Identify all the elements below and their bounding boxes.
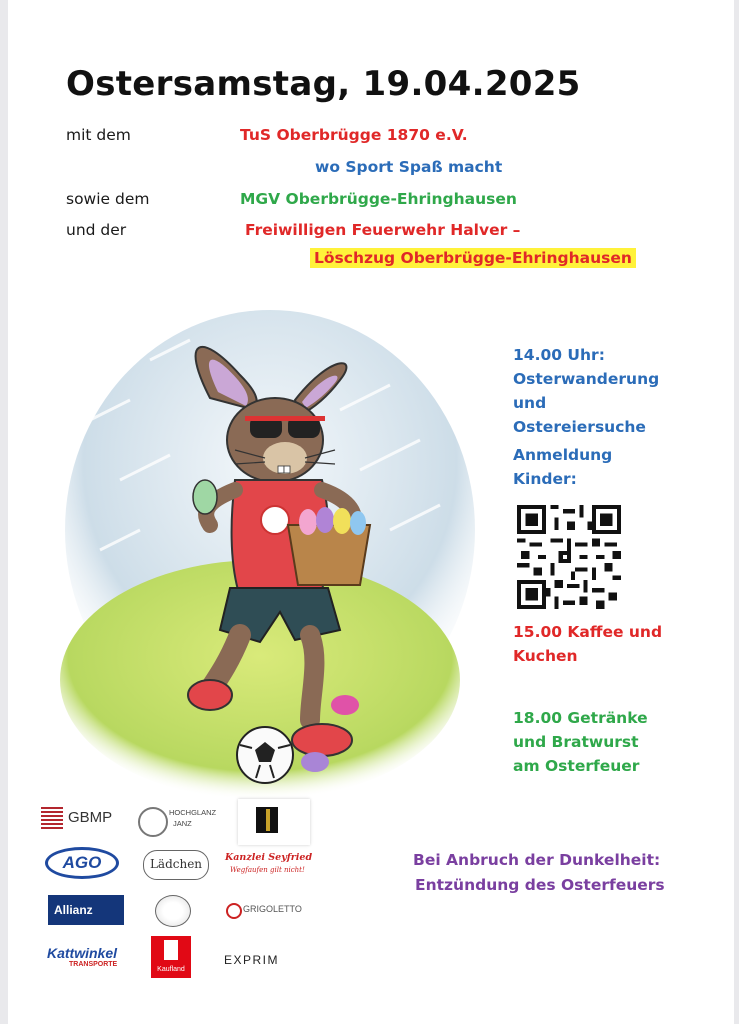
fire-line1: Bei Anbruch der Dunkelheit: (413, 851, 661, 869)
fire-line2: Entzündung des Osterfeuers (415, 876, 665, 894)
sponsor-cow-logo (155, 895, 191, 927)
registration-line1: Anmeldung (513, 446, 613, 464)
event-walk (513, 343, 659, 439)
kattwinkel-label: Kattwinkel (47, 945, 118, 961)
sponsor-m-logo (238, 799, 310, 845)
kattwinkel-sub: TRANSPORTE (69, 961, 118, 968)
mit-label: mit dem (66, 126, 131, 144)
sponsor-ago (45, 847, 119, 879)
laedchen-label: Lädchen (149, 857, 203, 871)
event-bonfire (513, 706, 648, 778)
sponsor-allianz (48, 895, 124, 925)
event-walk-line2: Osterwanderung (513, 370, 660, 388)
easter-bunny-illustration (60, 300, 490, 800)
gbmp-logo-icon (41, 807, 63, 831)
kaufland-label: Kaufland (157, 966, 185, 973)
event-coffee-line1: 15.00 Kaffee und (513, 623, 663, 641)
event-bonfire-line2: und Bratwurst (513, 733, 639, 751)
tus-slogan: wo Sport Spaß macht (315, 158, 503, 176)
gbmp-label: GBMP (68, 809, 113, 826)
event-walk-time: 14.00 Uhr: (513, 346, 605, 364)
kanzlei-sub: Wegfaufen gilt nicht! (230, 866, 305, 874)
registration-qr-code[interactable] (517, 505, 621, 609)
event-bonfire-line1: 18.00 Getränke (513, 709, 648, 727)
event-bonfire-line3: am Osterfeuer (513, 757, 640, 775)
exprim-label: EXPRIM (224, 953, 280, 967)
hochglanz-label: HOCHGLANZ (169, 808, 217, 817)
ago-label: AGO (62, 853, 102, 872)
sponsor-laedchen (143, 850, 209, 880)
registration-line2: Kinder: (513, 470, 577, 488)
loeschzug-name: Löschzug Oberbrügge-Ehringhausen (310, 249, 636, 267)
poster-page (8, 0, 734, 1024)
event-coffee (513, 620, 662, 668)
event-coffee-line2: Kuchen (513, 647, 578, 665)
tus-name: TuS Oberbrügge 1870 e.V. (240, 126, 468, 144)
grigoletto-logo-icon (226, 903, 242, 919)
sowie-label: sowie dem (66, 190, 150, 208)
kanzlei-label: Kanzlei Seyfried (225, 852, 313, 863)
hochglanz-logo-icon (138, 807, 168, 837)
registration-label (513, 443, 612, 491)
ff-name: Freiwilligen Feuerwehr Halver – (245, 221, 521, 239)
event-walk-line3: und (513, 394, 547, 412)
allianz-label: Allianz (54, 903, 93, 917)
grigoletto-label: GRIGOLETTO (243, 904, 302, 914)
mgv-name: MGV Oberbrügge-Ehringhausen (240, 190, 517, 208)
hochglanz-label2: JANZ (173, 819, 192, 828)
event-title: Ostersamstag, 19.04.2025 (66, 64, 581, 104)
sponsor-logos (33, 795, 323, 995)
event-walk-line4: Ostereiersuche (513, 418, 646, 436)
und-label: und der (66, 221, 127, 239)
sponsor-kaufland (151, 936, 191, 978)
